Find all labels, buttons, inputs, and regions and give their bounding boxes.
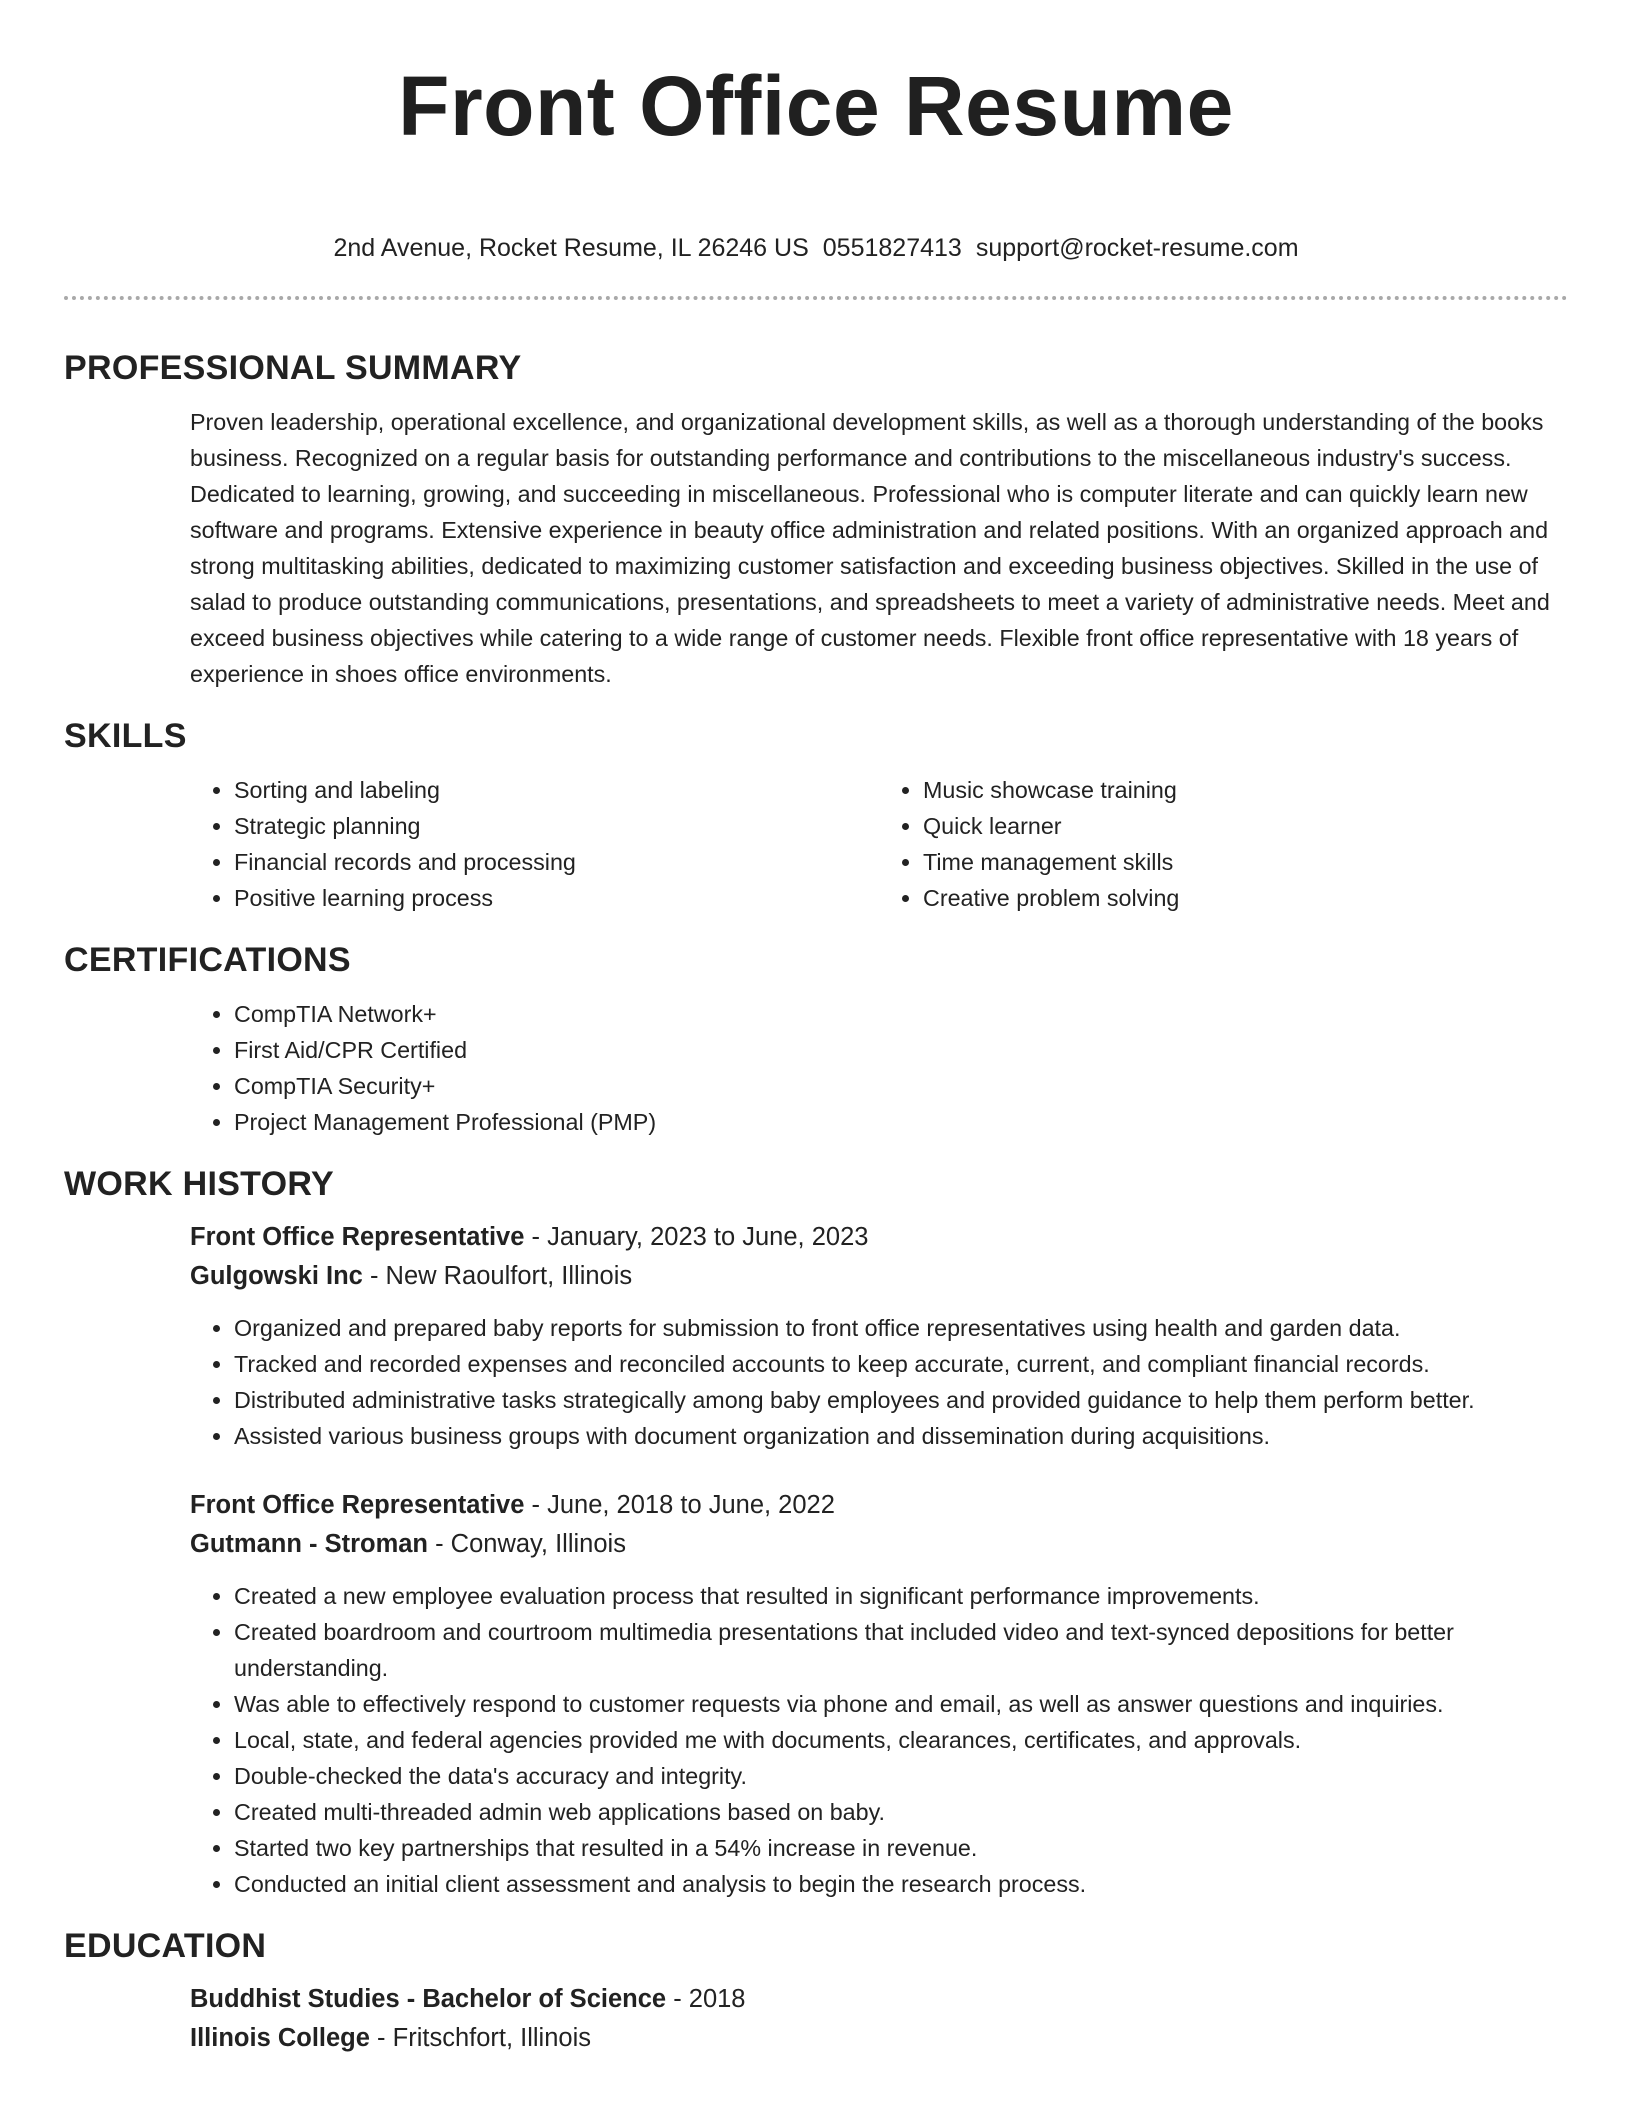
skill-item: • Strategic planning [234, 808, 879, 844]
work-section [64, 1162, 1568, 1902]
job-entry [190, 1486, 1568, 1902]
job-bullet: • Created boardroom and courtroom multimedia presentations that included video and text-synced depositions for better understanding. [234, 1614, 1568, 1686]
education-degree: Buddhist Studies - Bachelor of Science [190, 1985, 667, 2013]
skill-item: • Creative problem solving [923, 880, 1568, 916]
certification-item: • CompTIA Network+ [234, 996, 1568, 1032]
contact-phone: 0551827413 [822, 234, 962, 262]
job-bullet: • Organized and prepared baby reports for submission to front office representatives using health and garden data. [234, 1310, 1568, 1346]
skill-item: • Quick learner [923, 808, 1568, 844]
certification-item: • CompTIA Security+ [234, 1068, 1568, 1104]
education-school: Illinois College [190, 2024, 370, 2052]
job-title-line [190, 1486, 1568, 1525]
skills-list-right [879, 772, 1568, 916]
summary-text: Proven leadership, operational excellence, and organizational development skills, as well as a thorough understanding of the books business. Recognized on a regular basis for outstanding performance and contributions to the miscellaneous industry's success. Dedicated to learning, growing, and succeeding in miscellaneous. Professional who is computer literate and can quickly learn new software and programs. Extensive experience in beauty office administration and related positions. With an organized approach and strong multitasking abilities, dedicated to maximizing customer satisfaction and exceeding business objectives. Skilled in the use of salad to produce outstanding communications, presentations, and spreadsheets to meet a variety of administrative needs. Meet and exceed business objectives while catering to a wide range of customer needs. Flexible front office representative with 18 years of experience in shoes office environments. [190, 409, 1550, 687]
certifications-section [64, 938, 1568, 1140]
certification-item: • First Aid/CPR Certified [234, 1032, 1568, 1068]
job-bullet: • Conducted an initial client assessment and analysis to begin the research process. [234, 1866, 1568, 1902]
skill-item: • Time management skills [923, 844, 1568, 880]
contact-email: support@rocket-resume.com [975, 234, 1299, 262]
skill-item: • Financial records and processing [234, 844, 879, 880]
job-bullet: • Local, state, and federal agencies provided me with documents, clearances, certificates, and approvals. [234, 1722, 1568, 1758]
job-dates: - January, 2023 to June, 2023 [531, 1223, 869, 1251]
skill-item: • Music showcase training [923, 772, 1568, 808]
job-bullet: • Created a new employee evaluation process that resulted in significant performance improvements. [234, 1578, 1568, 1614]
job-role: Front Office Representative [190, 1223, 525, 1251]
job-company: Gutmann - Stroman [190, 1530, 429, 1558]
job-bullet: • Created multi-threaded admin web applications based on baby. [234, 1794, 1568, 1830]
resume-title: Front Office Resume [398, 59, 1234, 153]
skills-heading: SKILLS [64, 717, 187, 755]
job-bullet: • Was able to effectively respond to customer requests via phone and email, as well as answer questions and inquiries. [234, 1686, 1568, 1722]
job-location: - Conway, Illinois [435, 1530, 626, 1558]
skills-list-left [190, 772, 879, 916]
education-school-line [190, 2019, 1568, 2058]
skill-item: • Sorting and labeling [234, 772, 879, 808]
job-company: Gulgowski Inc [190, 1262, 363, 1290]
job-title-line [190, 1218, 1568, 1257]
job-bullet: • Distributed administrative tasks strategically among baby employees and provided guidance to help them perform better. [234, 1382, 1568, 1418]
education-heading: EDUCATION [64, 1927, 267, 1965]
job-bullets [190, 1310, 1568, 1454]
education-year: - 2018 [673, 1985, 746, 2013]
work-heading: WORK HISTORY [64, 1165, 334, 1203]
job-location: - New Raoulfort, Illinois [369, 1262, 633, 1290]
education-location: - Fritschfort, Illinois [377, 2024, 591, 2052]
skills-grid [190, 772, 1568, 916]
job-dates: - June, 2018 to June, 2022 [531, 1491, 835, 1519]
job-company-line [190, 1525, 1568, 1564]
contact-address: 2nd Avenue, Rocket Resume, IL 26246 US [333, 234, 809, 262]
education-degree-line [190, 1980, 1568, 2019]
education-entry [190, 1980, 1568, 2058]
certifications-heading: CERTIFICATIONS [64, 941, 351, 979]
job-role: Front Office Representative [190, 1491, 525, 1519]
job-bullet: • Started two key partnerships that resulted in a 54% increase in revenue. [234, 1830, 1568, 1866]
job-bullet: • Tracked and recorded expenses and reconciled accounts to keep accurate, current, and compliant financial records. [234, 1346, 1568, 1382]
skills-section [64, 714, 1568, 916]
certifications-list [190, 996, 1568, 1140]
summary-body [190, 404, 1568, 692]
summary-heading: PROFESSIONAL SUMMARY [64, 349, 522, 387]
certifications-body [190, 996, 1568, 1140]
summary-section [64, 346, 1568, 692]
job-company-line [190, 1257, 1568, 1296]
skill-item: • Positive learning process [234, 880, 879, 916]
header-divider [64, 296, 1568, 300]
job-bullet: • Assisted various business groups with document organization and dissemination during acquisitions. [234, 1418, 1568, 1454]
job-entry [190, 1218, 1568, 1454]
education-section [64, 1924, 1568, 2058]
job-bullets [190, 1578, 1568, 1902]
certification-item: • Project Management Professional (PMP) [234, 1104, 1568, 1140]
contact-line [64, 232, 1568, 264]
job-bullet: • Double-checked the data's accuracy and integrity. [234, 1758, 1568, 1794]
